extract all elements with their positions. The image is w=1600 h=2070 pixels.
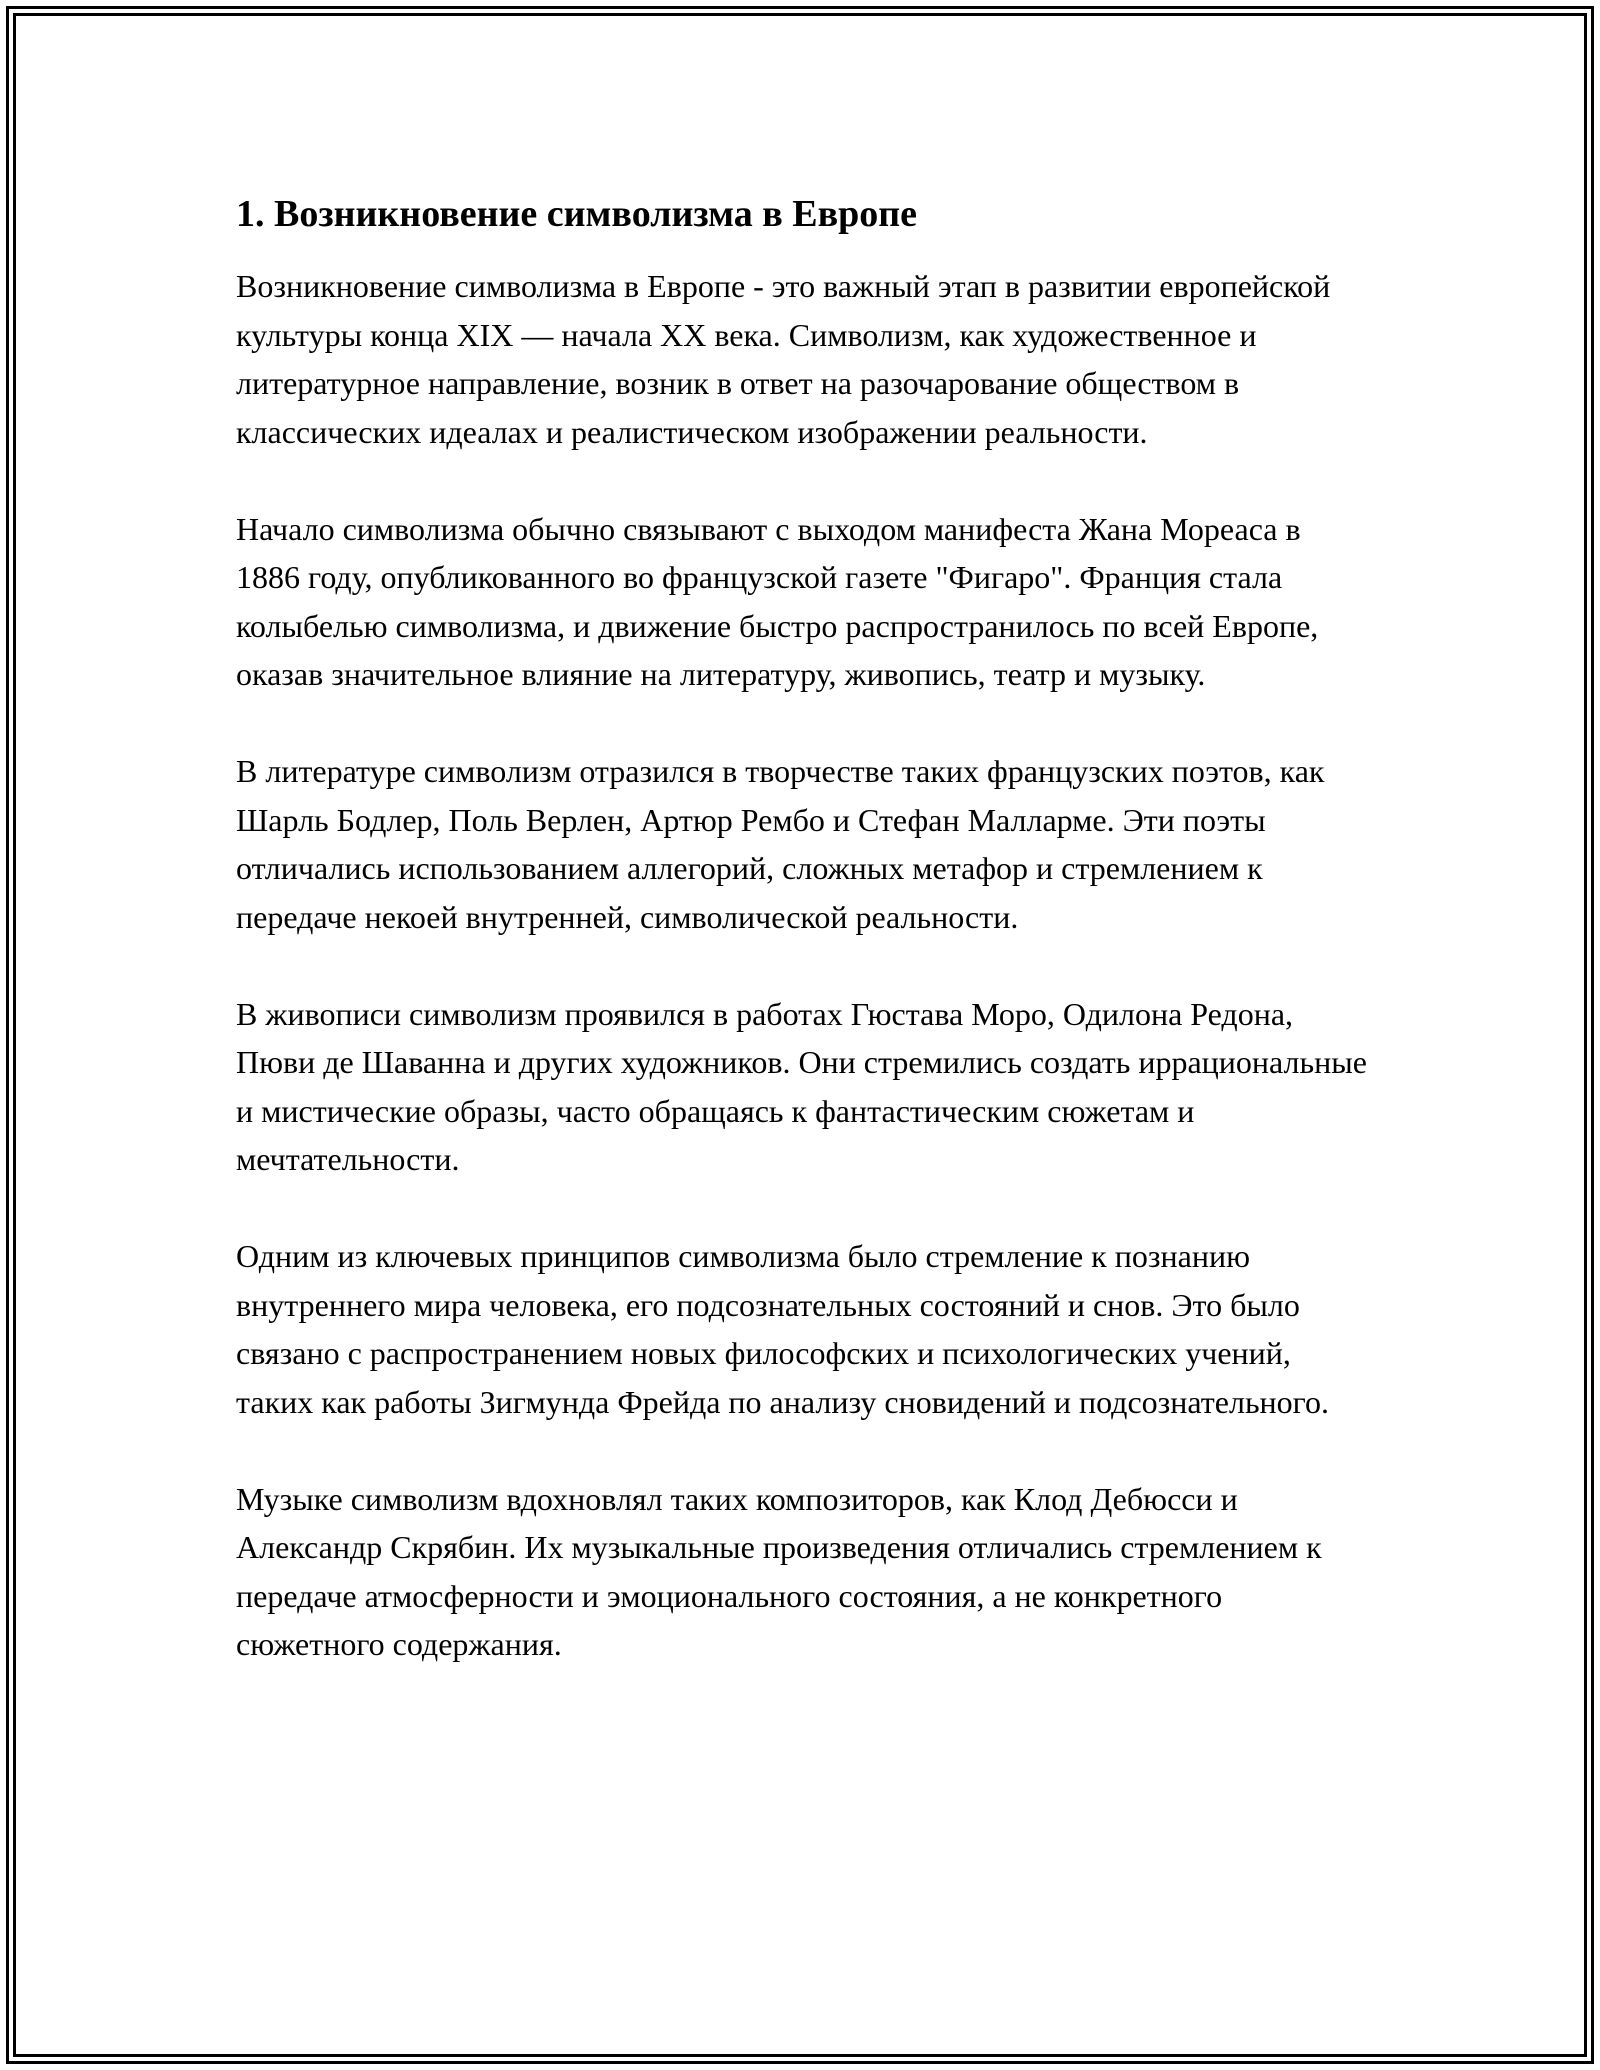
paragraph-literature: В литературе символизм отразился в творчестве таких французских поэтов, как Шарль Бодлер, Поль Верлен, Артюр Рембо и Стефан Малларме. Эти поэты отличались использованием аллегорий, сложных метафор и стремлением к передаче некоей внутренней, символической реальности.	[236, 753, 1325, 935]
document-body	[236, 188, 1372, 1717]
paragraph-music: Музыке символизм вдохновлял таких композиторов, как Клод Дебюсси и Александр Скрябин. Их музыкальные произведения отличались стремлением к передаче атмосферности и эмоционального состояния, а не конкретного сюжетного содержания.	[236, 1480, 1322, 1662]
paragraph-painting: В живописи символизм проявился в работах Гюстава Моро, Одилона Редона, Пюви де Шаванна и других художников. Они стремились создать иррациональные и мистические образы, часто обращаясь к фантастическим сюжетам и мечтательности.	[236, 995, 1367, 1177]
paragraph-principles: Одним из ключевых принципов символизма было стремление к познанию внутреннего мира человека, его подсознательных состояний и снов. Это было связано с распространением новых философских и психологических учений, таких как работы Зигмунда Фрейда по анализу сновидений и подсознательного.	[236, 1238, 1329, 1420]
section-heading: 1. Возникновение символизма в Европе	[236, 193, 918, 235]
paragraph-origin: Начало символизма обычно связывают с выходом манифеста Жана Мореаса в 1886 году, опубликованного во французской газете "Фигаро". Франция стала колыбелью символизма, и движение быстро распространилось по всей Европе, оказав значительное влияние на литературу, живопись, театр и музыку.	[236, 510, 1319, 692]
paragraph-intro: Возникновение символизма в Европе - это важный этап в развитии европейской культуры конца XIX — начала XX века. Символизм, как художественное и литературное направление, возник в ответ на разочарование обществом в классических идеалах и реалистическом изображении реальности.	[236, 268, 1331, 450]
